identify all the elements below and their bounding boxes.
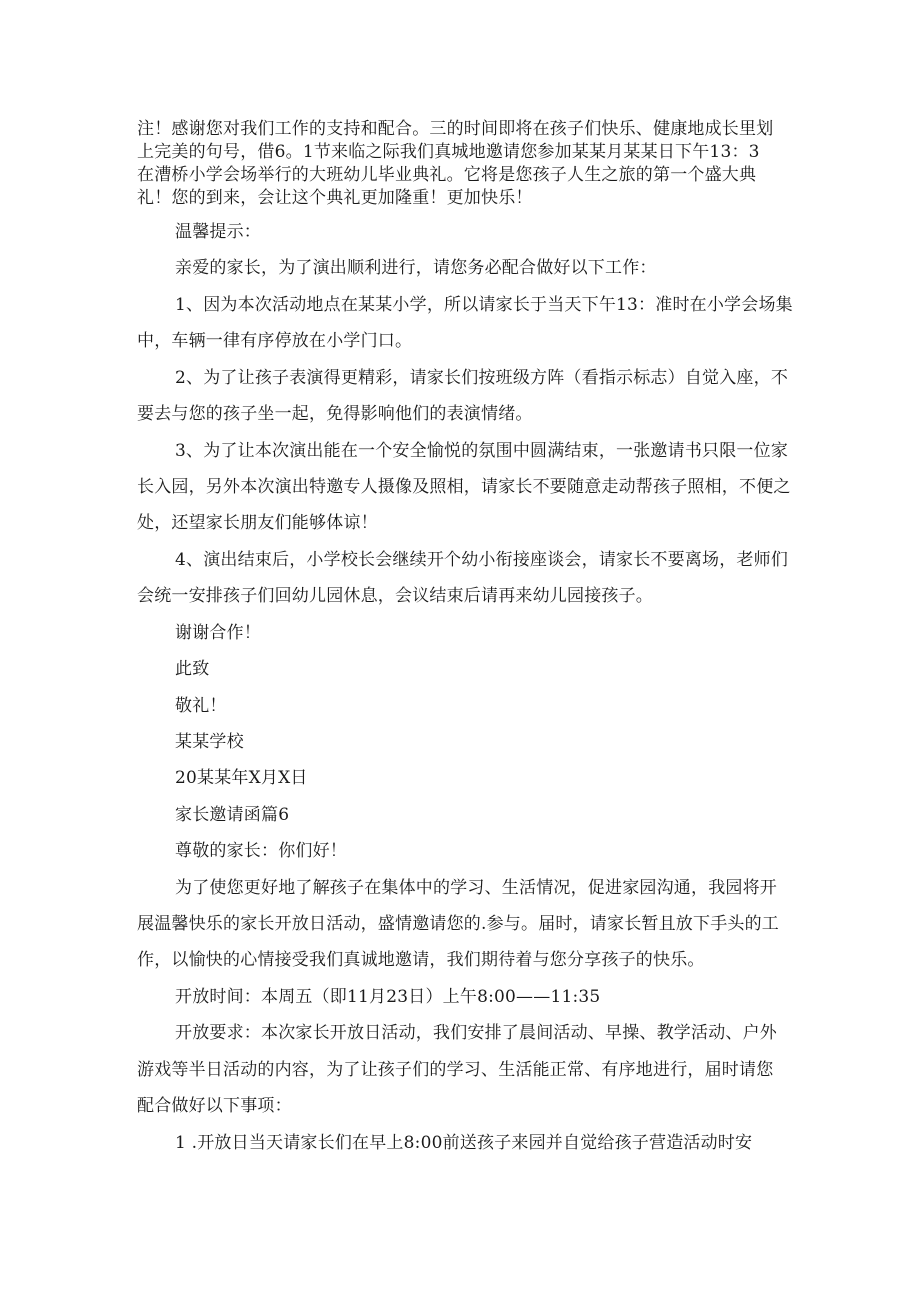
closing-thanks: 谢谢合作！ [175, 623, 261, 643]
list-item: 1、因为本次活动地点在某某小学，所以请家长于当天下午13：准时在小学会场集 [175, 295, 793, 315]
text-line: 作，以愉快的心情接受我们真诚地邀请，我们期待着与您分享孩子的快乐。 [137, 950, 705, 970]
text-line: 礼！您的到来，会让这个典礼更加隆重！更加快乐！ [137, 188, 533, 208]
text-line: 为了使您更好地了解孩子在集体中的学习、生活情况，促进家园沟通，我园将开 [175, 878, 777, 898]
tips-heading: 温馨提示： [175, 222, 261, 242]
text-line: 上完美的句号，借6。1节来临之际我们真城地邀请您参加某某月某某日下午13：3 [137, 142, 760, 162]
list-item: 3、为了让本次演出能在一个安全愉悦的氛围中圆满结束，一张邀请书只限一位家 [175, 441, 789, 461]
section-title: 家长邀请函篇6 [175, 805, 290, 825]
greeting: 尊敬的家长：你们好！ [175, 841, 347, 861]
text-line: 会统一安排孩子们回幼儿园休息，会议结束后请再来幼儿园接孩子。 [137, 586, 653, 606]
signature-date: 20某某年X月X日 [175, 768, 308, 788]
text-line: 长入园，另外本次演出特邀专人摄像及照相，请家长不要随意走动帮孩子照相，不便之 [137, 477, 791, 497]
text-line: 要去与您的孩子坐一起，免得影响他们的表演情绪。 [137, 404, 533, 424]
text-line: 处，还望家长朋友们能够体谅！ [137, 513, 378, 533]
signature-school: 某某学校 [175, 732, 244, 752]
text-line: 展温馨快乐的家长开放日活动，盛情邀请您的.参与。届时，请家长暂且放下手头的工 [137, 914, 780, 934]
text-line: 注！感谢您对我们工作的支持和配合。三的时间即将在孩子们快乐、健康地成长里划 [137, 119, 774, 139]
text-line: 配合做好以下事项： [137, 1096, 292, 1116]
text-line: 在漕桥小学会场举行的大班幼儿毕业典礼。它将是您孩子人生之旅的第一个盛大典 [137, 165, 757, 185]
open-time: 开放时间：本周五（即11月23日）上午8:00——11:35 [175, 987, 601, 1007]
list-item: 4、演出结束后，小学校长会继续开个幼小衔接座谈会，请家长不要离场，老师们 [175, 550, 789, 570]
text-line: 开放要求：本次家长开放日活动，我们安排了晨间活动、早操、教学活动、户外 [175, 1023, 777, 1043]
closing-salutation: 此致 [175, 659, 210, 679]
text-line: 亲爱的家长，为了演出顺利进行，请您务必配合做好以下工作： [175, 258, 657, 278]
list-item: 2、为了让孩子表演得更精彩，请家长们按班级方阵（看指示标志）自觉入座，不 [175, 368, 789, 388]
text-line: 游戏等半日活动的内容，为了让孩子们的学习、生活能正常、有序地进行，届时请您 [137, 1060, 774, 1080]
list-item: 1 .开放日当天请家长们在早上8:00前送孩子来园并自觉给孩子营造活动时安 [175, 1133, 753, 1153]
text-line: 中，车辆一律有序停放在小学门口。 [137, 331, 413, 351]
closing-regards: 敬礼！ [175, 696, 227, 716]
